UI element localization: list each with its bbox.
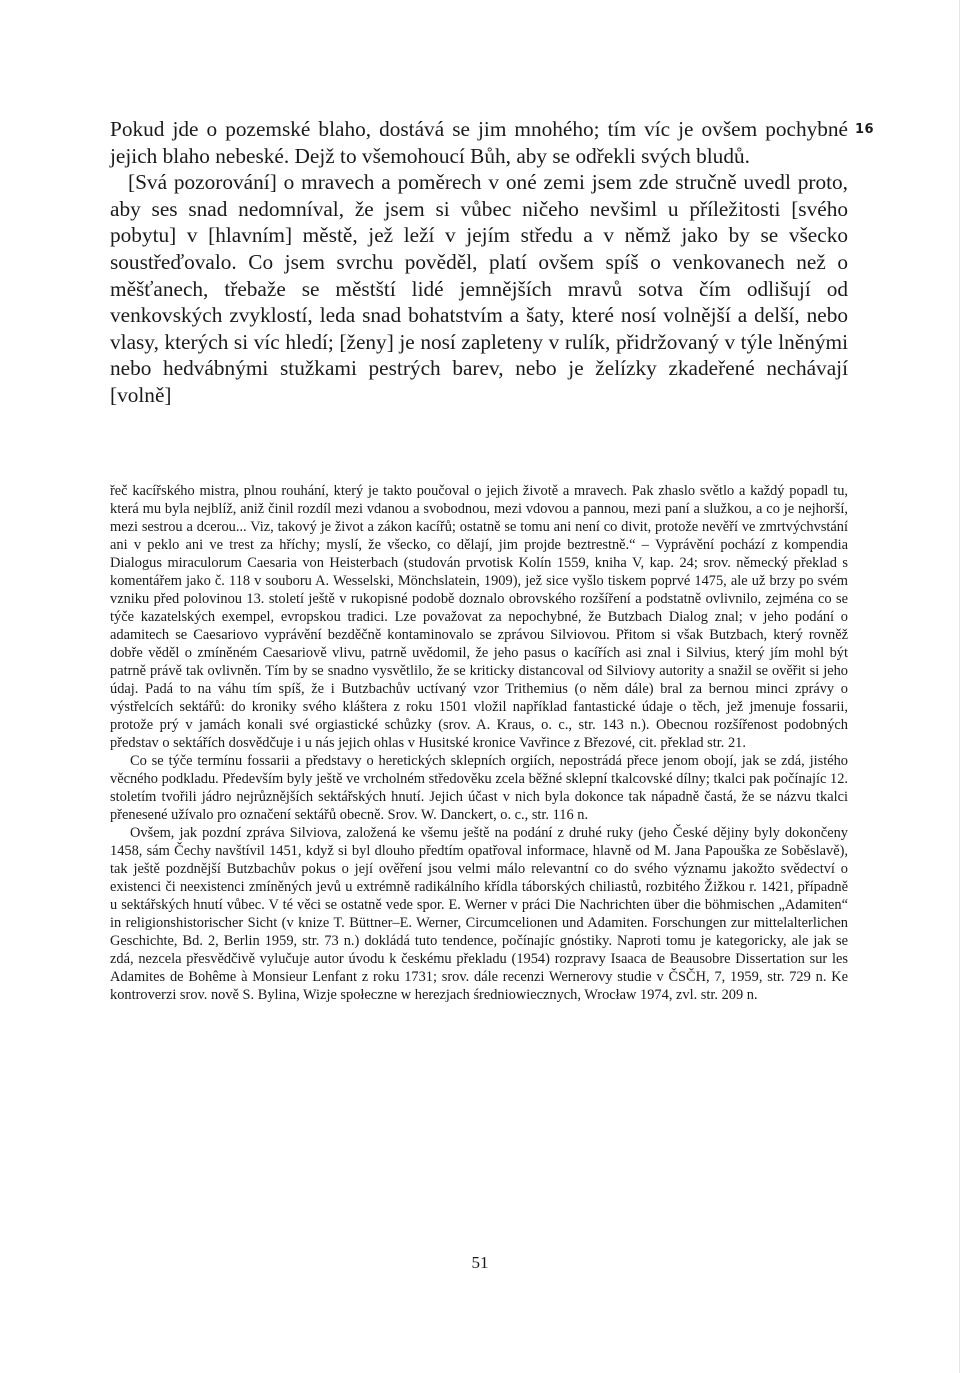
main-paragraph-2: [Svá pozorování] o mravech a poměrech v oné zemi jsem zde stručně uvedl proto, aby ses snad nedomníval, že jsem si vůbec ničeho nevšiml u příležitosti [svého pobytu] v [hlavním] městě, jež leží v jejím středu a v němž jako by se všecko soustřeďovalo. Co jsem svrchu pověděl, platí ovšem spíš o venkovanech než o měšťanech, třebaže se městští lidé jemnějších mravů sotva čím odlišují od venkovských zvyklostí, leda snad bohatstvím a šaty, které nosí volnější a delší, nebo vlasy, kterých si víc hledí; [ženy] je nosí zapleteny v rulík, přidržovaný v týle lněnými nebo hedvábnými stužkami pestrých barev, nebo je želízky zkadeřené nechávají [volně] (110, 170, 848, 407)
main-text-block (110, 116, 848, 409)
margin-number: 16 (855, 122, 875, 137)
footnote-paragraph-1: řeč kacířského mistra, plnou rouhání, který je takto poučoval o jejich životě a mravech. Pak zhaslo světlo a každý popadl tu, která mu byla nejblíž, aniž činil rozdíl mezi vdanou a svobodnou, mezi vdovou a pannou, mezi paní a služkou, a co je nejhorší, mezi sestrou a dcerou... Viz, takový je život a zákon kacířů; ostatně se tomu ani není co divit, protože nevěří ve zmrtvýchvstání ani v peklo ani ve trest za hříchy; myslí, že všecko, co dělají, jim projde beztrestně.“ – Vyprávění pochází z kompendia Dialogus miraculorum Caesaria von Heisterbach (studován prvotisk Kolín 1559, kniha V, kap. 24; srov. německý překlad s komentářem jako č. 118 v souboru A. Wesselski, Mönchslatein, 1909), jež sice vyšlo tiskem poprvé 1475, ale už brzy po svém vzniku před polovinou 13. století ještě v rukopisné podobě doznalo obrovského rozšíření a podstatně ovlivnilo, zejména co se týče kazatelských exempel, evropskou tradici. Lze považovat za nepochybné, že Butzbach Dialog znal; v jeho podání o adamitech se Caesariovo vyprávění bezděčně kontaminovalo se zprávou Silviovou. Přitom si však Butzbach, který rovněž dobře věděl o zmíněném Caesariově vlivu, patrně uvědomil, že jeho pasus o kacířích asi znal i Silvius, který jím mohl být patrně právě tak ovlivněn. Tím by se snadno vysvětlilo, že se kriticky distancoval od Silviovy autority a snažil se ověřit si jeho údaj. Padá to na váhu tím spíš, že i Butzbachův uctívaný vzor Trithemius (o něm dále) bral za bernou minci zprávy o výstřelcích sektářů: do kroniky svého kláštera z roku 1501 vložil například fantastické údaje o těch, jež jmenuje fossarii, protože prý v jamách konali své orgiastické schůzky (srov. A. Kraus, o. c., str. 143 n.). Obecnou rozšířenost podobných představ o sektářích dosvědčuje i u nás jejich ohlas v Husitské kronice Vavřince z Březové, cit. překlad str. 21. (110, 483, 848, 751)
footnotes-block (110, 482, 848, 1004)
page-number: 51 (471, 1253, 489, 1272)
main-paragraph-1: Pokud jde o pozemské blaho, dostává se jim mnohého; tím víc je ovšem pochybné jejich blaho nebeské. Dejž to všemohoucí Bůh, aby se odřekli svých bludů. (110, 117, 848, 168)
footnote-paragraph-3: Ovšem, jak pozdní zpráva Silviova, založená ke všemu ještě na podání z druhé ruky (jeho České dějiny byly dokončeny 1458, sám Čechy navštívil 1451, když si byl dlouho předtím opatřoval informace, hlavně od M. Jana Papouška ze Soběslavě), tak ještě pozdnější Butzbachův pokus o její ověření jsou velmi málo relevantní co do svého významu jakožto svědectví o existenci či neexistenci zmíněných jevů u extrémně radikálního křídla táborských chiliastů, rozbitého Žižkou r. 1421, případně u sektářských hnutí vůbec. V té věci se ostatně vede spor. E. Werner v práci Die Nachrichten über die böhmischen „Adamiten“ in religionshistorischer Sicht (v knize T. Büttner–E. Werner, Circumcelionen und Adamiten. Forschungen zur mittelalterlichen Geschichte, Bd. 2, Berlin 1959, str. 73 n.) dokládá tuto tendence, počínajíc gnóstiky. Naproti tomu je kategoricky, ale jak se zdá, nezcela přesvědčivě vylučuje autor úvodu k českému překladu (1954) rozpravy Isaaca de Beausobre Dissertation sur les Adamites de Bohême à Monsieur Lenfant z roku 1731; srov. dále recenzi Wernerovy studie v ČSČH, 7, 1959, str. 729 n. Ke kontroverzi srov. nově S. Bylina, Wizje społeczne w herezjach średniowiecznych, Wrocław 1974, zvl. str. 209 n. (110, 825, 848, 1003)
footnote-paragraph-2: Co se týče termínu fossarii a představy o heretických sklepních orgiích, nepostrádá přece jenom obojí, jak se zdá, jistého věcného podkladu. Především byly ještě ve vrcholném středověku zcela běžné sklepní tkalcovské dílny; tkalci pak počínajíc 12. stoletím tvořili jádro nejrůznějších sektářských hnutí. Jejich účast v nich byla dokonce tak nápadně častá, že se názvu tkalci přenesené užívalo pro označení sektářů obecně. Srov. W. Danckert, o. c., str. 116 n. (110, 753, 848, 823)
